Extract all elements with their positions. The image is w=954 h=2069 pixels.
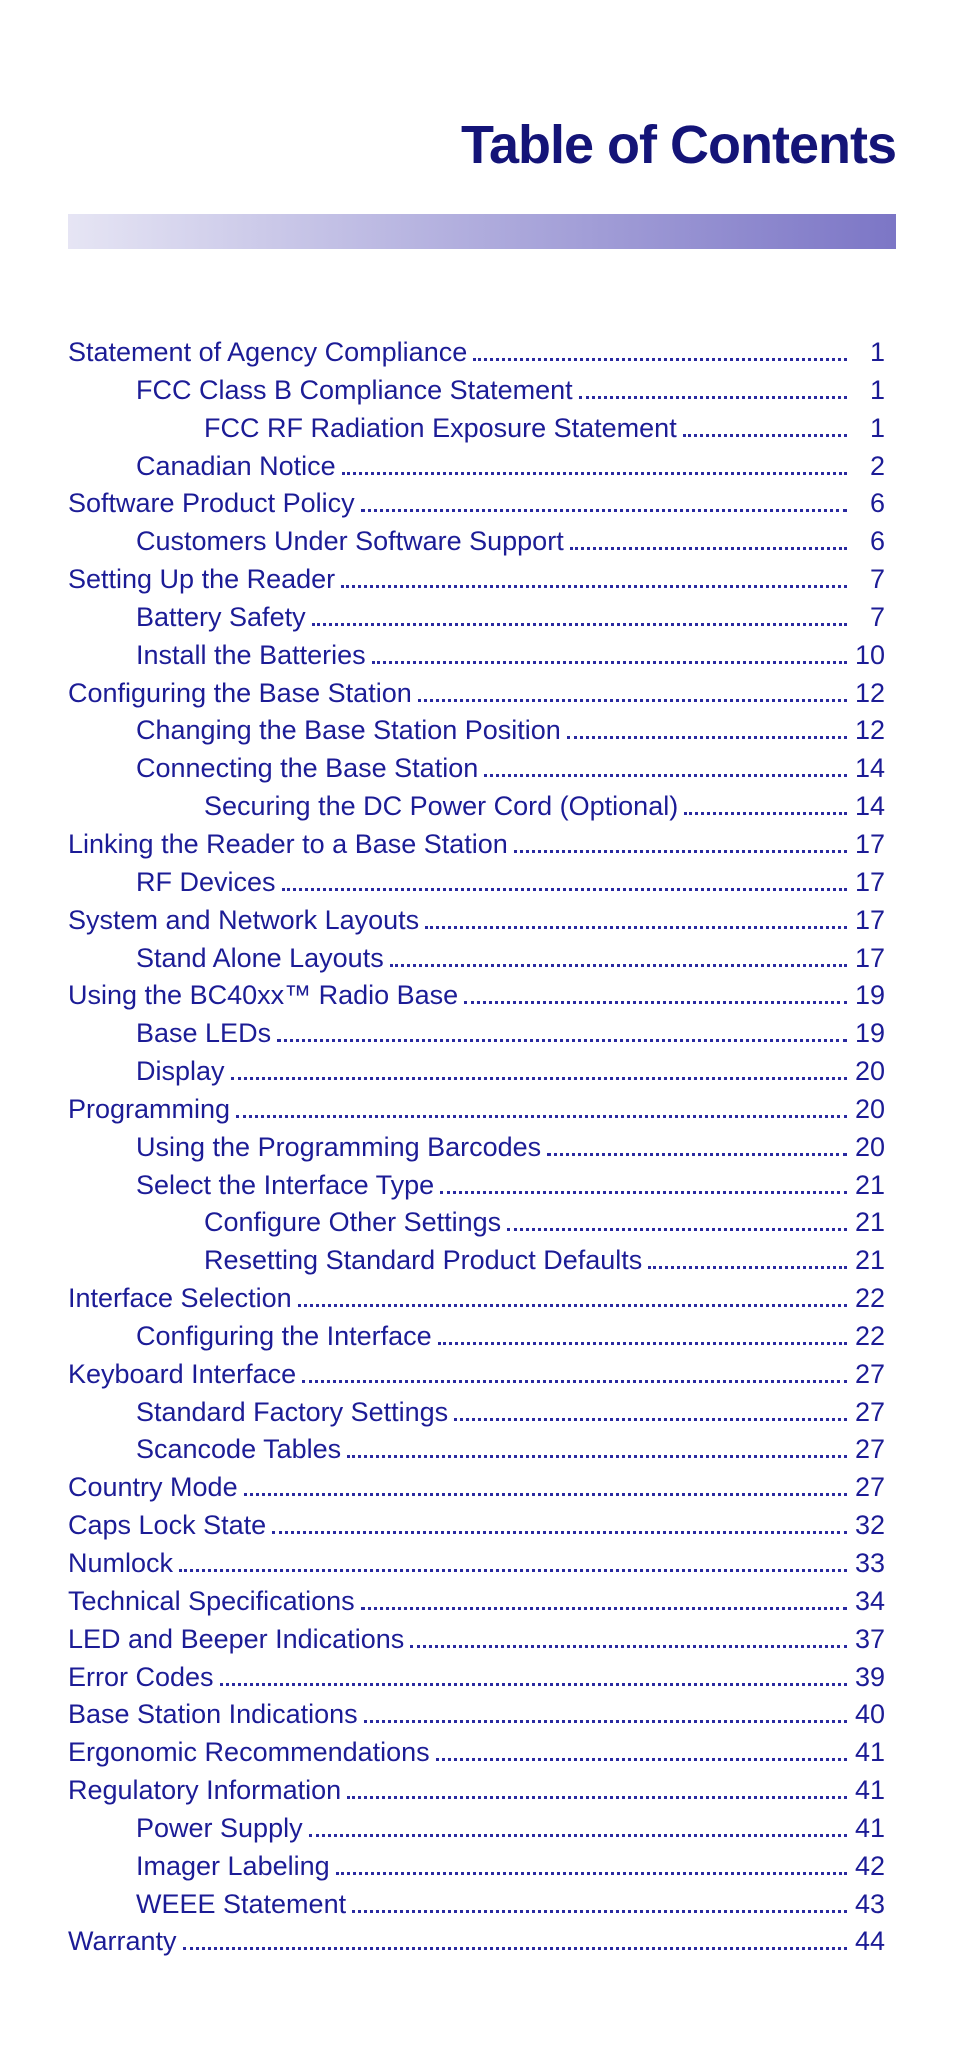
toc-entry-label: Setting Up the Reader — [68, 564, 336, 595]
dot-leader — [179, 1568, 847, 1572]
toc-entry-page-number: 1 — [869, 337, 885, 367]
toc-entry[interactable] — [68, 1056, 885, 1094]
toc-entry-label: Connecting the Base Station — [136, 753, 479, 784]
toc-entry-page-number: 27 — [854, 1434, 885, 1465]
toc-entry[interactable] — [68, 1359, 885, 1397]
dot-leader — [312, 622, 847, 626]
toc-entry-label: Power Supply — [136, 1812, 303, 1843]
toc-entry-label: Configure Other Settings — [204, 1207, 502, 1238]
dot-leader — [244, 1492, 847, 1496]
dot-leader — [648, 1265, 847, 1269]
toc-entry[interactable] — [68, 1132, 885, 1170]
dot-leader — [440, 1190, 847, 1194]
toc-entry-label: Scancode Tables — [136, 1434, 342, 1465]
toc-entry[interactable] — [68, 1018, 885, 1056]
toc-entry-label: Securing the DC Power Cord (Optional) — [204, 791, 679, 822]
dot-leader — [547, 1152, 847, 1156]
toc-entry[interactable] — [68, 905, 885, 943]
dot-leader — [390, 963, 847, 967]
toc-entry[interactable] — [68, 1510, 885, 1548]
toc-entry[interactable] — [68, 753, 885, 791]
toc-entry[interactable] — [68, 1851, 885, 1889]
toc-entry-label: Programming — [68, 1093, 231, 1124]
toc-entry[interactable] — [68, 1699, 885, 1737]
dot-leader — [342, 471, 847, 475]
toc-entry-page-number: 10 — [854, 639, 885, 670]
dot-leader — [341, 584, 847, 588]
toc-entry-label: Caps Lock State — [68, 1510, 267, 1541]
toc-entry-page-number: 17 — [854, 828, 885, 859]
toc-entry-label: Keyboard Interface — [68, 1358, 297, 1389]
toc-entry-page-number: 19 — [854, 1018, 885, 1049]
toc-entry[interactable] — [68, 602, 885, 640]
dot-leader — [372, 660, 847, 664]
toc-entry[interactable] — [68, 1283, 885, 1321]
toc-entry[interactable] — [68, 1207, 885, 1245]
dot-leader — [298, 1303, 847, 1307]
toc-entry-label: Technical Specifications — [68, 1585, 355, 1616]
toc-entry-page-number: 40 — [854, 1699, 885, 1730]
toc-entry-page-number: 41 — [854, 1737, 885, 1768]
dot-leader — [418, 698, 847, 702]
dot-leader — [514, 849, 847, 853]
dot-leader — [507, 1227, 847, 1231]
toc-entry-page-number: 21 — [854, 1245, 885, 1276]
dot-leader — [570, 546, 847, 550]
toc-entry-page-number: 2 — [869, 450, 885, 481]
toc-entry[interactable] — [68, 413, 885, 451]
toc-entry-label: Ergonomic Recommendations — [68, 1737, 430, 1768]
toc-entry-page-number: 27 — [854, 1358, 885, 1389]
dot-leader — [454, 1417, 847, 1421]
toc-entry-label: Software Product Policy — [68, 488, 355, 519]
toc-entry-page-number: 43 — [854, 1888, 885, 1919]
toc-entry-page-number: 14 — [854, 753, 885, 784]
toc-entry[interactable] — [68, 1170, 885, 1208]
toc-entry-label: Configuring the Base Station — [68, 677, 412, 708]
toc-entry-page-number: 6 — [869, 488, 885, 519]
dot-leader — [364, 1719, 847, 1723]
dot-leader — [683, 433, 847, 437]
toc-entry-page-number: 37 — [854, 1623, 885, 1654]
toc-entry[interactable] — [68, 943, 885, 981]
dot-leader — [347, 1454, 847, 1458]
toc-entry-label: Install the Batteries — [136, 639, 366, 670]
toc-entry-label: LED and Beeper Indications — [68, 1623, 405, 1654]
toc-entry[interactable] — [68, 526, 885, 564]
toc-entry-label: Battery Safety — [136, 601, 306, 632]
toc-entry-label: Changing the Base Station Position — [136, 715, 561, 746]
toc-entry-label: Error Codes — [68, 1661, 214, 1692]
dot-leader — [410, 1644, 847, 1648]
toc-entry-label: Display — [136, 1056, 225, 1087]
toc-entry-label: Base Station Indications — [68, 1699, 358, 1730]
toc-entry-page-number: 34 — [854, 1585, 885, 1616]
toc-entry-page-number: 41 — [854, 1812, 885, 1843]
toc-entry-page-number: 41 — [854, 1775, 885, 1806]
toc-entry-page-number: 39 — [854, 1661, 885, 1692]
toc-entry[interactable] — [68, 791, 885, 829]
toc-entry-label: Country Mode — [68, 1472, 238, 1503]
toc-entry-label: Customers Under Software Support — [136, 526, 564, 557]
toc-entry[interactable] — [68, 1889, 885, 1927]
toc-entry[interactable] — [68, 451, 885, 489]
toc-entry-page-number: 7 — [869, 564, 885, 595]
dot-leader — [309, 1833, 847, 1837]
toc-entry[interactable] — [68, 1737, 885, 1775]
dot-leader — [464, 1000, 847, 1004]
toc-entry[interactable] — [68, 337, 885, 375]
toc-entry-page-number: 20 — [854, 1131, 885, 1162]
toc-entry-label: RF Devices — [136, 866, 276, 897]
toc-entry-page-number: 17 — [854, 942, 885, 973]
toc-entry-label: Canadian Notice — [136, 450, 336, 481]
toc-entry[interactable] — [68, 640, 885, 678]
toc-entry-page-number: 20 — [854, 1056, 885, 1087]
toc-entry[interactable] — [68, 1813, 885, 1851]
toc-entry-page-number: 1 — [869, 412, 885, 443]
dot-leader — [567, 735, 847, 739]
toc-entry-label: Statement of Agency Compliance — [68, 337, 468, 367]
toc-entry[interactable] — [68, 1321, 885, 1359]
toc-entry-page-number: 32 — [854, 1510, 885, 1541]
toc-entry-page-number: 6 — [869, 526, 885, 557]
dot-leader — [484, 773, 847, 777]
toc-entry[interactable] — [68, 715, 885, 753]
toc-entry-label: Using the Programming Barcodes — [136, 1131, 542, 1162]
toc-entry-label: Configuring the Interface — [136, 1320, 432, 1351]
toc-entry-page-number: 12 — [854, 715, 885, 746]
toc-entry-page-number: 27 — [854, 1472, 885, 1503]
toc-entry-page-number: 21 — [854, 1207, 885, 1238]
dot-leader — [183, 1946, 847, 1950]
dot-leader — [336, 1871, 847, 1875]
toc-entry-page-number: 19 — [854, 980, 885, 1011]
toc-entry-label: Warranty — [68, 1926, 177, 1957]
toc-entry-page-number: 22 — [854, 1283, 885, 1314]
dot-leader — [438, 1341, 847, 1345]
dot-leader — [579, 395, 847, 399]
toc-entry[interactable] — [68, 1662, 885, 1700]
toc-entry[interactable] — [68, 488, 885, 526]
toc-entry[interactable] — [68, 1624, 885, 1662]
toc-entry[interactable] — [68, 678, 885, 716]
toc-entry-page-number: 14 — [854, 791, 885, 822]
toc-entry[interactable] — [68, 564, 885, 602]
title-gradient-bar — [68, 214, 896, 249]
toc-entry[interactable] — [68, 1094, 885, 1132]
toc-entry-page-number: 12 — [854, 677, 885, 708]
toc-entry[interactable] — [68, 1775, 885, 1813]
toc-entry-label: Interface Selection — [68, 1283, 292, 1314]
dot-leader — [361, 508, 847, 512]
toc-entry-page-number: 20 — [854, 1093, 885, 1124]
toc-entry[interactable] — [68, 1586, 885, 1624]
page-title: Table of Contents — [461, 115, 896, 175]
toc-entry-page-number: 7 — [869, 601, 885, 632]
toc-entry-label: Numlock — [68, 1548, 174, 1578]
toc-entry-label: Linking the Reader to a Base Station — [68, 828, 508, 859]
dot-leader — [473, 357, 847, 361]
toc-entry-label: Using the BC40xx™ Radio Base — [68, 980, 459, 1011]
dot-leader — [272, 1530, 847, 1534]
toc-entry-label: Base LEDs — [136, 1018, 272, 1049]
toc-entry[interactable] — [68, 1397, 885, 1435]
dot-leader — [684, 811, 847, 815]
toc-entry-label: Select the Interface Type — [136, 1169, 435, 1200]
toc-entry-page-number: 21 — [854, 1169, 885, 1200]
toc-entry-label: FCC RF Radiation Exposure Statement — [204, 412, 677, 443]
toc-entry[interactable] — [68, 829, 885, 867]
dot-leader — [425, 925, 847, 929]
toc-entry[interactable] — [68, 1472, 885, 1510]
toc-entry[interactable] — [68, 1548, 885, 1586]
toc-entry-label: WEEE Statement — [136, 1888, 347, 1919]
toc-entry[interactable] — [68, 1434, 885, 1472]
dot-leader — [436, 1757, 847, 1761]
toc-entry[interactable] — [68, 375, 885, 413]
dot-leader — [361, 1606, 847, 1610]
toc-entry[interactable] — [68, 1926, 885, 1964]
dot-leader — [347, 1795, 847, 1799]
dot-leader — [220, 1682, 847, 1686]
toc-entry-page-number: 17 — [854, 866, 885, 897]
toc-entry-label: System and Network Layouts — [68, 904, 420, 935]
toc-entry-page-number: 22 — [854, 1320, 885, 1351]
toc-entry-page-number: 1 — [869, 374, 885, 405]
toc-entry-page-number: 42 — [854, 1850, 885, 1881]
toc-entry-label: Standard Factory Settings — [136, 1396, 449, 1427]
toc-entry-page-number: 33 — [854, 1548, 885, 1578]
dot-leader — [236, 1114, 847, 1118]
toc-entry-page-number: 27 — [854, 1396, 885, 1427]
toc-entry-label: Imager Labeling — [136, 1850, 330, 1881]
toc-entry[interactable] — [68, 867, 885, 905]
dot-leader — [352, 1909, 847, 1913]
toc-entry-label: FCC Class B Compliance Statement — [136, 374, 573, 405]
toc-entry-page-number: 17 — [854, 904, 885, 935]
dot-leader — [282, 887, 847, 891]
table-of-contents — [68, 337, 885, 1964]
toc-entry-label: Resetting Standard Product Defaults — [204, 1245, 643, 1276]
toc-entry[interactable] — [68, 980, 885, 1018]
toc-entry-label: Stand Alone Layouts — [136, 942, 384, 973]
toc-entry-label: Regulatory Information — [68, 1775, 342, 1806]
dot-leader — [231, 1076, 847, 1080]
dot-leader — [277, 1038, 847, 1042]
toc-entry-page-number: 44 — [854, 1926, 885, 1957]
dot-leader — [302, 1379, 847, 1383]
toc-entry[interactable] — [68, 1245, 885, 1283]
